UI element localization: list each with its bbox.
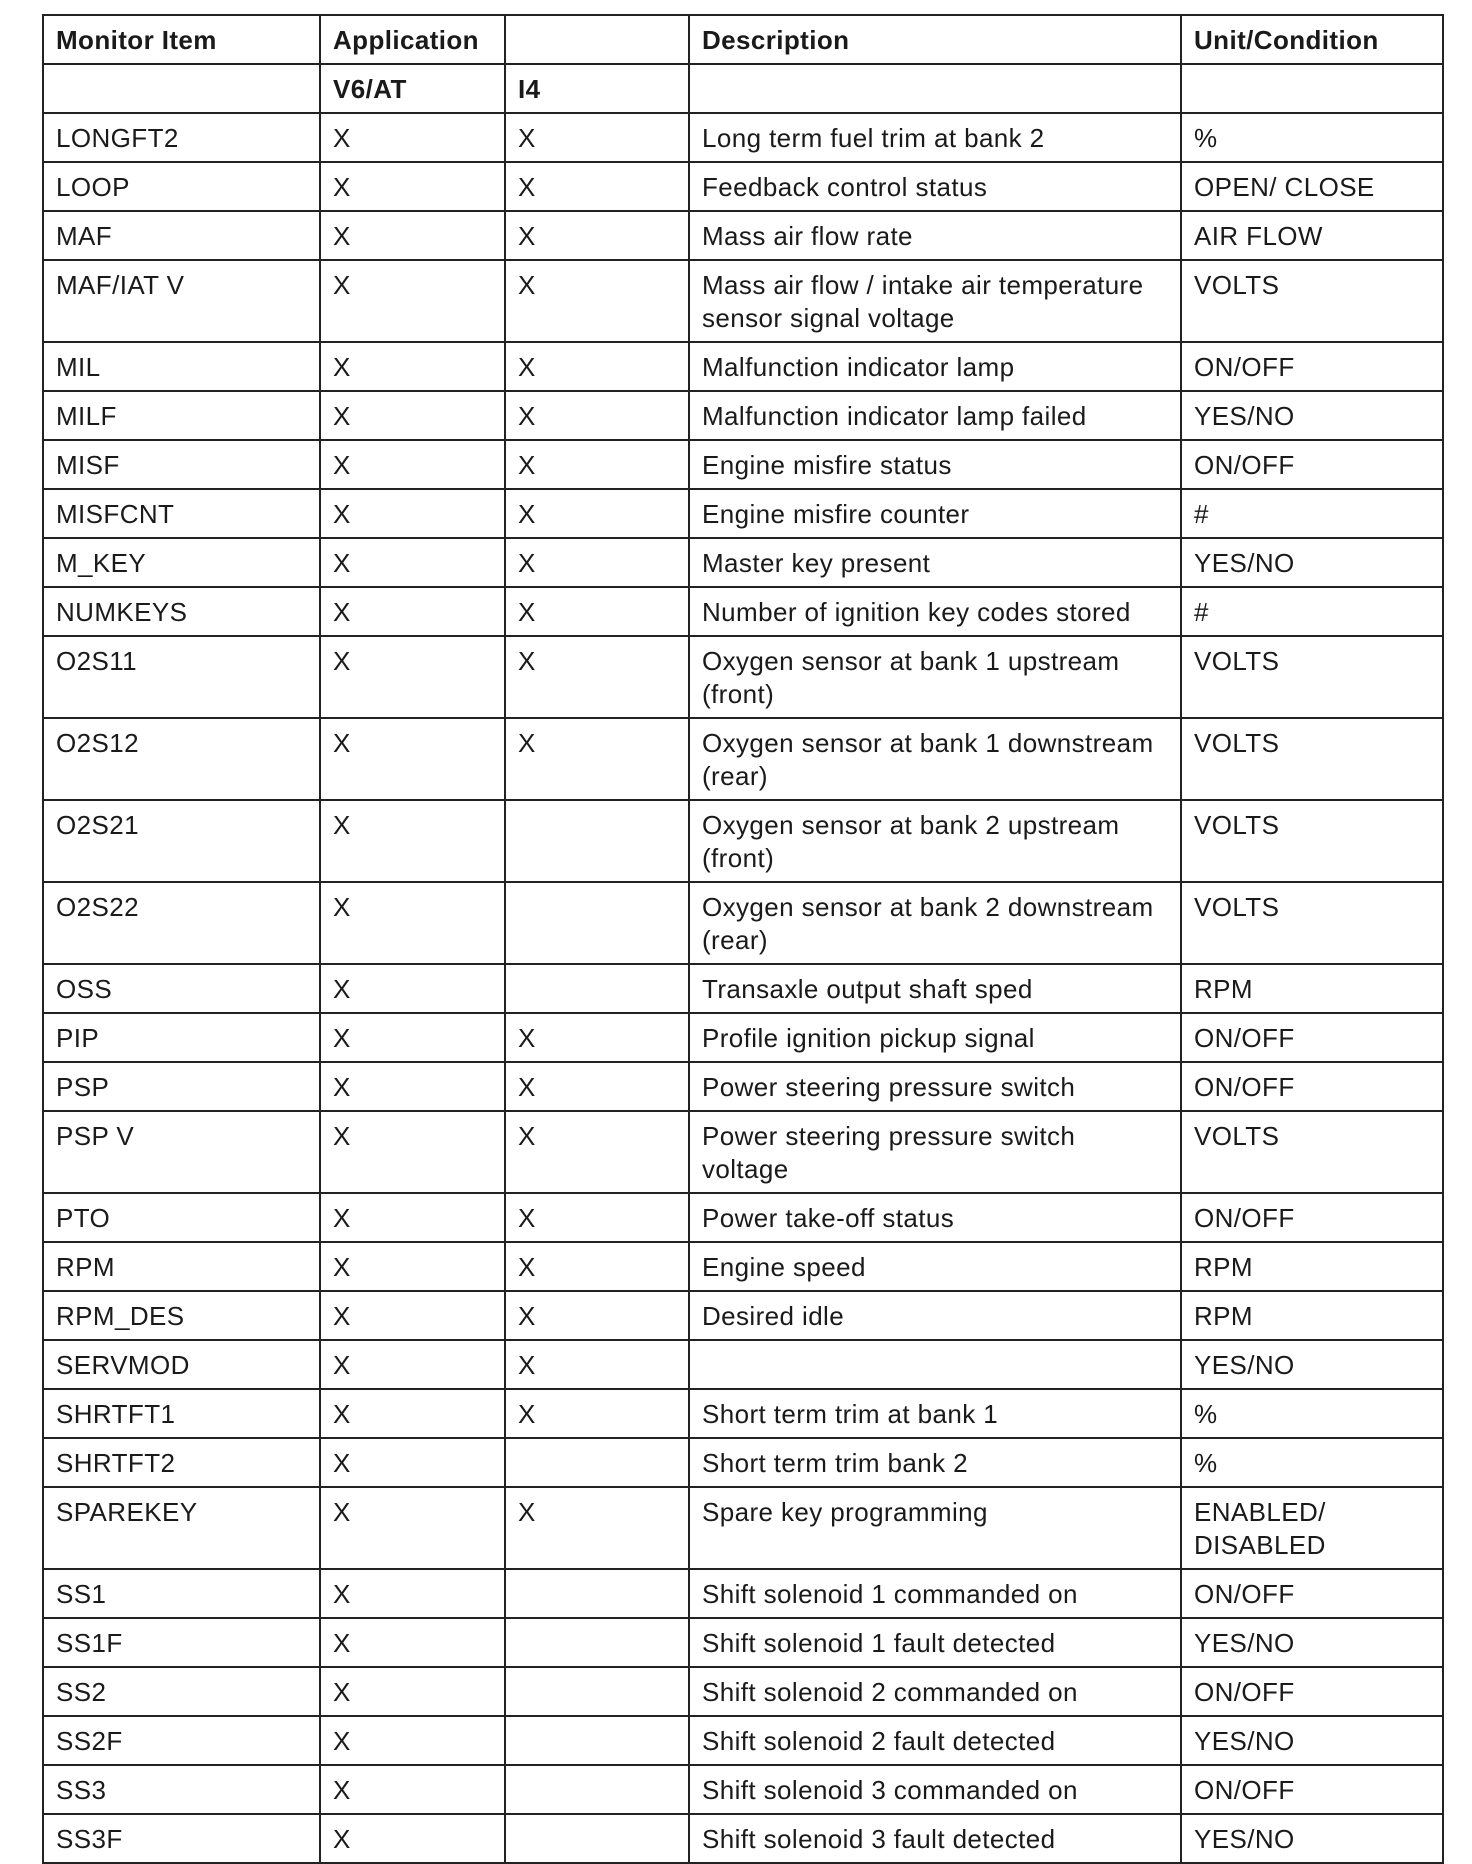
monitor-item-cell: RPM — [43, 1242, 320, 1291]
unit-condition-cell: RPM — [1181, 964, 1443, 1013]
v6at-cell: X — [320, 342, 505, 391]
unit-condition-cell: VOLTS — [1181, 636, 1443, 718]
description-cell — [689, 1340, 1181, 1389]
unit-condition-cell: RPM — [1181, 1242, 1443, 1291]
table-row — [43, 1618, 1443, 1667]
i4-cell — [505, 964, 689, 1013]
monitor-item-cell: SS2F — [43, 1716, 320, 1765]
v6at-cell: X — [320, 1765, 505, 1814]
description-cell: Oxygen sensor at bank 2 upstream (front) — [689, 800, 1181, 882]
description-cell: Malfunction indicator lamp — [689, 342, 1181, 391]
description-cell: Engine misfire status — [689, 440, 1181, 489]
i4-cell: X — [505, 113, 689, 162]
v6at-cell: X — [320, 882, 505, 964]
table-row — [43, 587, 1443, 636]
v6at-cell: X — [320, 489, 505, 538]
v6at-cell: X — [320, 718, 505, 800]
monitor-item-cell: MISF — [43, 440, 320, 489]
i4-cell — [505, 1765, 689, 1814]
v6at-cell: X — [320, 538, 505, 587]
table-row — [43, 964, 1443, 1013]
i4-cell: X — [505, 1193, 689, 1242]
table-row — [43, 342, 1443, 391]
v6at-cell: X — [320, 1389, 505, 1438]
unit-condition-cell: ON/OFF — [1181, 1765, 1443, 1814]
description-cell: Shift solenoid 3 fault detected — [689, 1814, 1181, 1863]
unit-condition-cell: VOLTS — [1181, 718, 1443, 800]
unit-condition-cell: ON/OFF — [1181, 342, 1443, 391]
monitor-item-cell: SS3F — [43, 1814, 320, 1863]
monitor-item-cell: MISFCNT — [43, 489, 320, 538]
description-cell: Engine speed — [689, 1242, 1181, 1291]
i4-cell: X — [505, 636, 689, 718]
v6at-cell: X — [320, 113, 505, 162]
v6at-cell: X — [320, 1667, 505, 1716]
unit-condition-cell: # — [1181, 587, 1443, 636]
table-row — [43, 489, 1443, 538]
i4-cell: X — [505, 211, 689, 260]
table-row — [43, 162, 1443, 211]
table-row — [43, 1242, 1443, 1291]
description-cell: Malfunction indicator lamp failed — [689, 391, 1181, 440]
table-row — [43, 440, 1443, 489]
monitor-item-cell: SERVMOD — [43, 1340, 320, 1389]
unit-condition-cell: ENABLED/ DISABLED — [1181, 1487, 1443, 1569]
unit-condition-cell: AIR FLOW — [1181, 211, 1443, 260]
v6at-cell: X — [320, 1569, 505, 1618]
table-header-row — [43, 15, 1443, 64]
description-cell: Profile ignition pickup signal — [689, 1013, 1181, 1062]
header-description: Description — [689, 15, 1181, 64]
monitor-item-cell: MAF/IAT V — [43, 260, 320, 342]
i4-cell — [505, 1618, 689, 1667]
i4-cell — [505, 1716, 689, 1765]
table-row — [43, 1193, 1443, 1242]
v6at-cell: X — [320, 1716, 505, 1765]
table-row — [43, 1340, 1443, 1389]
i4-cell: X — [505, 538, 689, 587]
i4-cell: X — [505, 489, 689, 538]
unit-condition-cell: ON/OFF — [1181, 1193, 1443, 1242]
unit-condition-cell: # — [1181, 489, 1443, 538]
unit-condition-cell: YES/NO — [1181, 1340, 1443, 1389]
table-row — [43, 113, 1443, 162]
v6at-cell: X — [320, 1062, 505, 1111]
subheader-unit — [1181, 64, 1443, 113]
subheader-v6at: V6/AT — [320, 64, 505, 113]
description-cell: Short term trim at bank 1 — [689, 1389, 1181, 1438]
i4-cell: X — [505, 587, 689, 636]
table-row — [43, 1814, 1443, 1863]
v6at-cell: X — [320, 587, 505, 636]
i4-cell: X — [505, 1340, 689, 1389]
monitor-item-cell: LOOP — [43, 162, 320, 211]
unit-condition-cell: ON/OFF — [1181, 1667, 1443, 1716]
monitor-item-cell: SS2 — [43, 1667, 320, 1716]
unit-condition-cell: VOLTS — [1181, 260, 1443, 342]
v6at-cell: X — [320, 964, 505, 1013]
monitor-item-cell: MILF — [43, 391, 320, 440]
description-cell: Engine misfire counter — [689, 489, 1181, 538]
monitor-item-cell: SS3 — [43, 1765, 320, 1814]
monitor-item-cell: SPAREKEY — [43, 1487, 320, 1569]
v6at-cell: X — [320, 1291, 505, 1340]
v6at-cell: X — [320, 162, 505, 211]
unit-condition-cell: ON/OFF — [1181, 1062, 1443, 1111]
unit-condition-cell: % — [1181, 1438, 1443, 1487]
monitor-item-cell: OSS — [43, 964, 320, 1013]
table-row — [43, 1291, 1443, 1340]
unit-condition-cell: YES/NO — [1181, 1716, 1443, 1765]
subheader-item — [43, 64, 320, 113]
i4-cell: X — [505, 162, 689, 211]
i4-cell — [505, 1438, 689, 1487]
table-row — [43, 1013, 1443, 1062]
description-cell: Power steering pressure switch voltage — [689, 1111, 1181, 1193]
i4-cell: X — [505, 391, 689, 440]
v6at-cell: X — [320, 1618, 505, 1667]
monitor-item-cell: NUMKEYS — [43, 587, 320, 636]
unit-condition-cell: VOLTS — [1181, 800, 1443, 882]
v6at-cell: X — [320, 260, 505, 342]
v6at-cell: X — [320, 800, 505, 882]
monitor-item-cell: PSP V — [43, 1111, 320, 1193]
v6at-cell: X — [320, 1340, 505, 1389]
monitor-item-cell: MAF — [43, 211, 320, 260]
table-row — [43, 1389, 1443, 1438]
i4-cell: X — [505, 1062, 689, 1111]
unit-condition-cell: VOLTS — [1181, 882, 1443, 964]
unit-condition-cell: ON/OFF — [1181, 440, 1443, 489]
monitor-item-cell: SHRTFT2 — [43, 1438, 320, 1487]
description-cell: Desired idle — [689, 1291, 1181, 1340]
v6at-cell: X — [320, 1111, 505, 1193]
i4-cell: X — [505, 342, 689, 391]
table-row — [43, 800, 1443, 882]
description-cell: Transaxle output shaft sped — [689, 964, 1181, 1013]
i4-cell — [505, 800, 689, 882]
table-row — [43, 538, 1443, 587]
monitor-item-cell: LONGFT2 — [43, 113, 320, 162]
unit-condition-cell: % — [1181, 113, 1443, 162]
monitor-items-table — [42, 14, 1444, 1864]
v6at-cell: X — [320, 1013, 505, 1062]
subheader-description — [689, 64, 1181, 113]
v6at-cell: X — [320, 211, 505, 260]
description-cell: Short term trim bank 2 — [689, 1438, 1181, 1487]
description-cell: Mass air flow / intake air temperature sensor signal voltage — [689, 260, 1181, 342]
monitor-item-cell: SS1F — [43, 1618, 320, 1667]
i4-cell: X — [505, 1389, 689, 1438]
unit-condition-cell: VOLTS — [1181, 1111, 1443, 1193]
description-cell: Shift solenoid 1 fault detected — [689, 1618, 1181, 1667]
table-row — [43, 260, 1443, 342]
description-cell: Master key present — [689, 538, 1181, 587]
monitor-item-cell: PTO — [43, 1193, 320, 1242]
description-cell: Shift solenoid 2 commanded on — [689, 1667, 1181, 1716]
table-row — [43, 1487, 1443, 1569]
table-row — [43, 882, 1443, 964]
monitor-item-cell: PIP — [43, 1013, 320, 1062]
i4-cell: X — [505, 1291, 689, 1340]
unit-condition-cell: ON/OFF — [1181, 1013, 1443, 1062]
header-blank — [505, 15, 689, 64]
unit-condition-cell: RPM — [1181, 1291, 1443, 1340]
monitor-item-cell: O2S22 — [43, 882, 320, 964]
description-cell: Power take-off status — [689, 1193, 1181, 1242]
monitor-item-cell: SS1 — [43, 1569, 320, 1618]
document-page — [42, 14, 1442, 1864]
i4-cell — [505, 1814, 689, 1863]
unit-condition-cell: OPEN/ CLOSE — [1181, 162, 1443, 211]
v6at-cell: X — [320, 1438, 505, 1487]
description-cell: Shift solenoid 1 commanded on — [689, 1569, 1181, 1618]
description-cell: Shift solenoid 3 commanded on — [689, 1765, 1181, 1814]
table-row — [43, 718, 1443, 800]
unit-condition-cell: YES/NO — [1181, 1618, 1443, 1667]
description-cell: Oxygen sensor at bank 1 downstream (rear) — [689, 718, 1181, 800]
description-cell: Shift solenoid 2 fault detected — [689, 1716, 1181, 1765]
monitor-item-cell: RPM_DES — [43, 1291, 320, 1340]
table-row — [43, 211, 1443, 260]
description-cell: Number of ignition key codes stored — [689, 587, 1181, 636]
table-row — [43, 636, 1443, 718]
table-row — [43, 1062, 1443, 1111]
monitor-item-cell: MIL — [43, 342, 320, 391]
monitor-item-cell: SHRTFT1 — [43, 1389, 320, 1438]
v6at-cell: X — [320, 391, 505, 440]
v6at-cell: X — [320, 1242, 505, 1291]
unit-condition-cell: ON/OFF — [1181, 1569, 1443, 1618]
i4-cell: X — [505, 1487, 689, 1569]
v6at-cell: X — [320, 636, 505, 718]
monitor-item-cell: PSP — [43, 1062, 320, 1111]
i4-cell: X — [505, 1111, 689, 1193]
v6at-cell: X — [320, 1814, 505, 1863]
i4-cell — [505, 1667, 689, 1716]
i4-cell — [505, 1569, 689, 1618]
v6at-cell: X — [320, 440, 505, 489]
unit-condition-cell: YES/NO — [1181, 391, 1443, 440]
monitor-item-cell: O2S21 — [43, 800, 320, 882]
i4-cell: X — [505, 1013, 689, 1062]
header-monitor-item: Monitor Item — [43, 15, 320, 64]
unit-condition-cell: % — [1181, 1389, 1443, 1438]
description-cell: Oxygen sensor at bank 2 downstream (rear) — [689, 882, 1181, 964]
header-application: Application — [320, 15, 505, 64]
description-cell: Feedback control status — [689, 162, 1181, 211]
description-cell: Mass air flow rate — [689, 211, 1181, 260]
i4-cell: X — [505, 440, 689, 489]
unit-condition-cell: YES/NO — [1181, 538, 1443, 587]
monitor-item-cell: O2S11 — [43, 636, 320, 718]
i4-cell: X — [505, 1242, 689, 1291]
table-row — [43, 1716, 1443, 1765]
table-body — [43, 113, 1443, 1863]
table-row — [43, 1569, 1443, 1618]
description-cell: Power steering pressure switch — [689, 1062, 1181, 1111]
table-row — [43, 1667, 1443, 1716]
header-unit-condition: Unit/Condition — [1181, 15, 1443, 64]
description-cell: Spare key programming — [689, 1487, 1181, 1569]
table-row — [43, 1765, 1443, 1814]
i4-cell: X — [505, 260, 689, 342]
subheader-i4: I4 — [505, 64, 689, 113]
table-subheader-row — [43, 64, 1443, 113]
v6at-cell: X — [320, 1193, 505, 1242]
i4-cell: X — [505, 718, 689, 800]
table-row — [43, 391, 1443, 440]
monitor-item-cell: M_KEY — [43, 538, 320, 587]
unit-condition-cell: YES/NO — [1181, 1814, 1443, 1863]
description-cell: Long term fuel trim at bank 2 — [689, 113, 1181, 162]
table-row — [43, 1438, 1443, 1487]
monitor-item-cell: O2S12 — [43, 718, 320, 800]
i4-cell — [505, 882, 689, 964]
description-cell: Oxygen sensor at bank 1 upstream (front) — [689, 636, 1181, 718]
v6at-cell: X — [320, 1487, 505, 1569]
table-row — [43, 1111, 1443, 1193]
